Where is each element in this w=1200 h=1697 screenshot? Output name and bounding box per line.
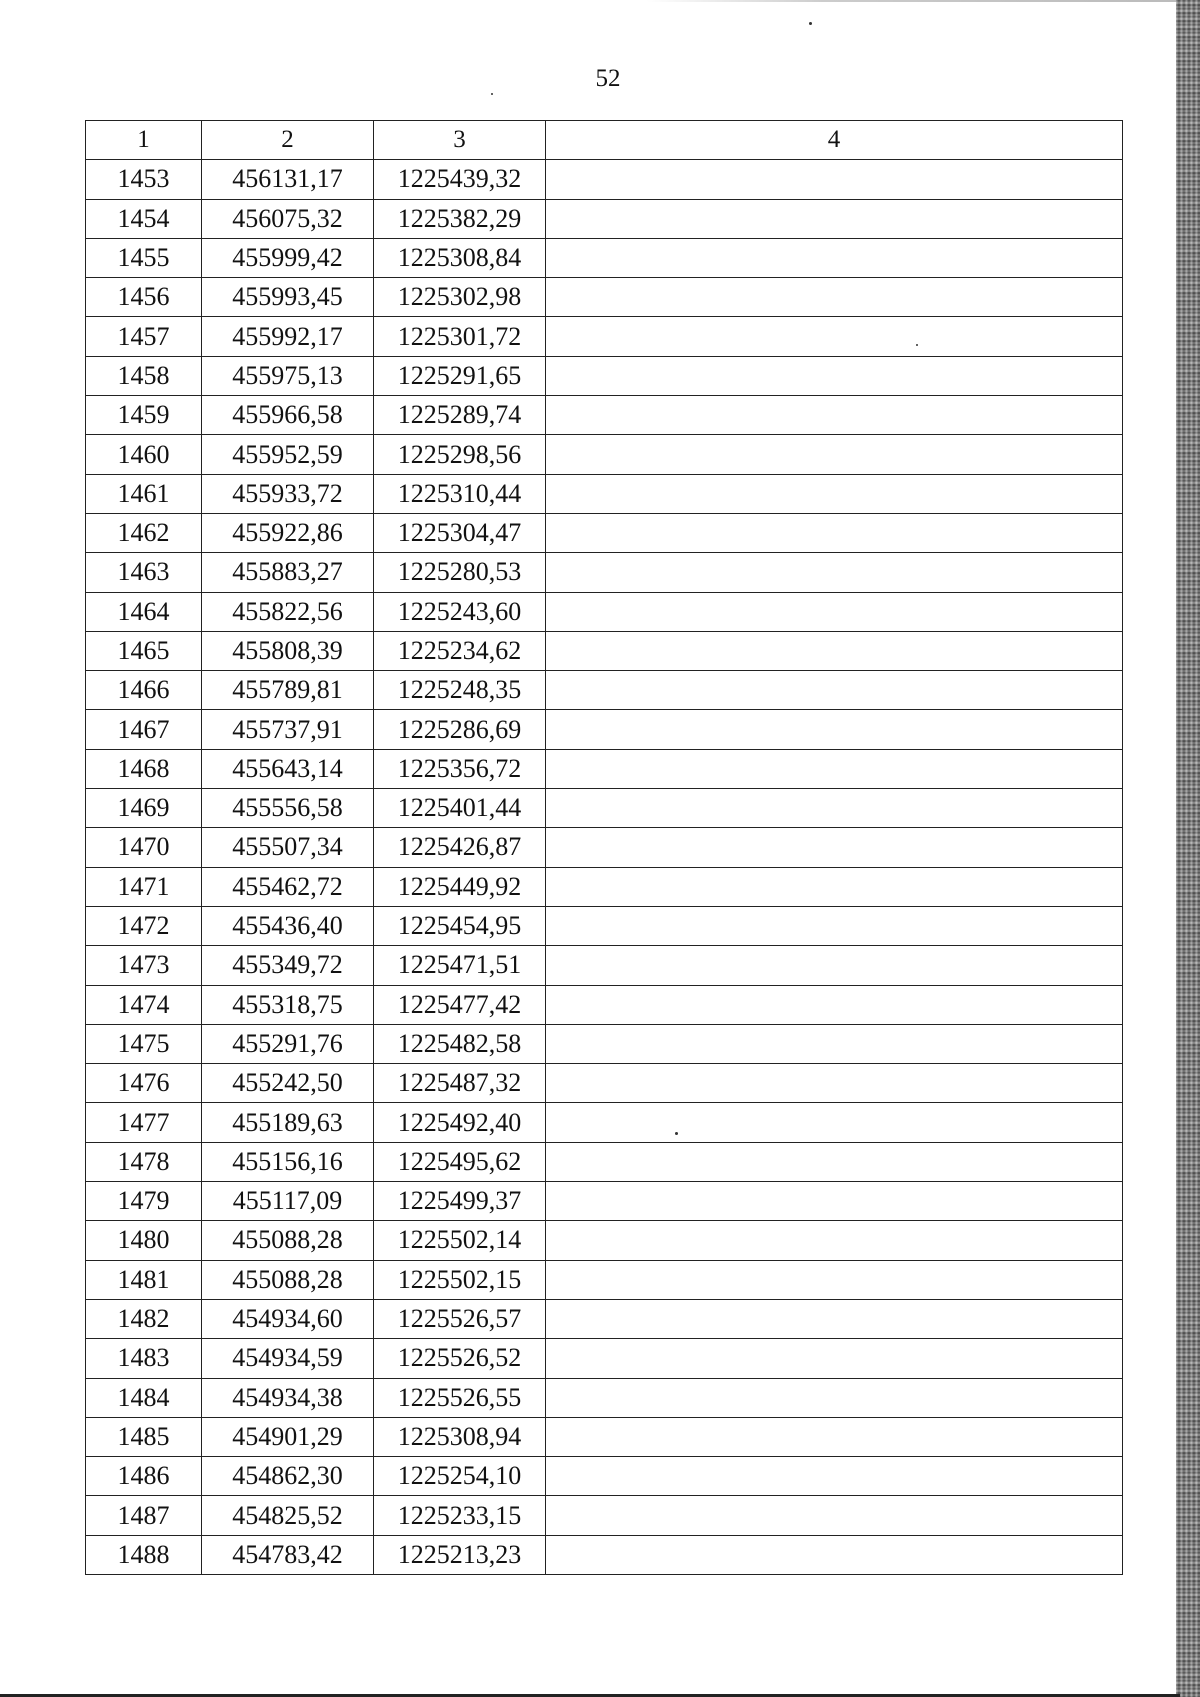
y-coordinate-cell: 1225280,53 — [374, 553, 546, 592]
y-coordinate-cell: 1225471,51 — [374, 946, 546, 985]
table-row — [86, 1496, 1123, 1535]
table-row — [86, 1142, 1123, 1181]
point-number-cell: 1479 — [86, 1182, 202, 1221]
table-row — [86, 1024, 1123, 1063]
y-coordinate-cell: 1225301,72 — [374, 317, 546, 356]
x-coordinate-cell: 455156,16 — [202, 1142, 374, 1181]
table-row — [86, 1417, 1123, 1456]
x-coordinate-cell: 455462,72 — [202, 867, 374, 906]
y-coordinate-cell: 1225526,57 — [374, 1299, 546, 1338]
x-coordinate-cell: 454862,30 — [202, 1457, 374, 1496]
description-cell — [546, 1064, 1123, 1103]
point-number-cell: 1477 — [86, 1103, 202, 1142]
point-number-cell: 1466 — [86, 671, 202, 710]
description-cell — [546, 1260, 1123, 1299]
description-cell — [546, 671, 1123, 710]
description-cell — [546, 1457, 1123, 1496]
table-row — [86, 1299, 1123, 1338]
y-coordinate-cell: 1225526,52 — [374, 1339, 546, 1378]
header-col-3: 3 — [374, 121, 546, 160]
y-coordinate-cell: 1225291,65 — [374, 356, 546, 395]
x-coordinate-cell: 455507,34 — [202, 828, 374, 867]
y-coordinate-cell: 1225289,74 — [374, 396, 546, 435]
table-row — [86, 1182, 1123, 1221]
y-coordinate-cell: 1225502,15 — [374, 1260, 546, 1299]
description-cell — [546, 553, 1123, 592]
point-number-cell: 1485 — [86, 1417, 202, 1456]
x-coordinate-cell: 455993,45 — [202, 278, 374, 317]
table-row — [86, 1535, 1123, 1574]
x-coordinate-cell: 455992,17 — [202, 317, 374, 356]
x-coordinate-cell: 455556,58 — [202, 789, 374, 828]
table-row — [86, 1221, 1123, 1260]
description-cell — [546, 710, 1123, 749]
table-row — [86, 199, 1123, 238]
point-number-cell: 1478 — [86, 1142, 202, 1181]
table-row — [86, 356, 1123, 395]
description-cell — [546, 749, 1123, 788]
table-row — [86, 906, 1123, 945]
description-cell — [546, 789, 1123, 828]
point-number-cell: 1476 — [86, 1064, 202, 1103]
x-coordinate-cell: 455436,40 — [202, 906, 374, 945]
table-row — [86, 160, 1123, 199]
x-coordinate-cell: 454934,59 — [202, 1339, 374, 1378]
y-coordinate-cell: 1225439,32 — [374, 160, 546, 199]
x-coordinate-cell: 454901,29 — [202, 1417, 374, 1456]
table-row — [86, 1457, 1123, 1496]
point-number-cell: 1469 — [86, 789, 202, 828]
header-col-2: 2 — [202, 121, 374, 160]
x-coordinate-cell: 455242,50 — [202, 1064, 374, 1103]
description-cell — [546, 1103, 1123, 1142]
description-cell — [546, 160, 1123, 199]
point-number-cell: 1454 — [86, 199, 202, 238]
scan-speckle — [809, 22, 812, 25]
x-coordinate-cell: 454825,52 — [202, 1496, 374, 1535]
description-cell — [546, 1535, 1123, 1574]
y-coordinate-cell: 1225454,95 — [374, 906, 546, 945]
page-number: 52 — [595, 65, 621, 92]
point-number-cell: 1483 — [86, 1339, 202, 1378]
header-col-1: 1 — [86, 121, 202, 160]
point-number-cell: 1468 — [86, 749, 202, 788]
scan-speckle — [916, 344, 918, 346]
point-number-cell: 1472 — [86, 906, 202, 945]
y-coordinate-cell: 1225495,62 — [374, 1142, 546, 1181]
table-header — [86, 121, 1123, 160]
point-number-cell: 1458 — [86, 356, 202, 395]
x-coordinate-cell: 455088,28 — [202, 1260, 374, 1299]
y-coordinate-cell: 1225426,87 — [374, 828, 546, 867]
x-coordinate-cell: 455822,56 — [202, 592, 374, 631]
x-coordinate-cell: 455999,42 — [202, 238, 374, 277]
table-row — [86, 985, 1123, 1024]
table-row — [86, 1103, 1123, 1142]
x-coordinate-cell: 455189,63 — [202, 1103, 374, 1142]
point-number-cell: 1455 — [86, 238, 202, 277]
x-coordinate-cell: 455643,14 — [202, 749, 374, 788]
scan-edge — [1176, 0, 1200, 1697]
x-coordinate-cell: 456131,17 — [202, 160, 374, 199]
y-coordinate-cell: 1225298,56 — [374, 435, 546, 474]
point-number-cell: 1475 — [86, 1024, 202, 1063]
description-cell — [546, 1182, 1123, 1221]
x-coordinate-cell: 455922,86 — [202, 513, 374, 552]
description-cell — [546, 631, 1123, 670]
table-row — [86, 317, 1123, 356]
y-coordinate-cell: 1225243,60 — [374, 592, 546, 631]
x-coordinate-cell: 454934,38 — [202, 1378, 374, 1417]
x-coordinate-cell: 455808,39 — [202, 631, 374, 670]
description-cell — [546, 1142, 1123, 1181]
table-row — [86, 513, 1123, 552]
table-body — [86, 160, 1123, 1575]
y-coordinate-cell: 1225356,72 — [374, 749, 546, 788]
table-row — [86, 1260, 1123, 1299]
point-number-cell: 1480 — [86, 1221, 202, 1260]
description-cell — [546, 1024, 1123, 1063]
point-number-cell: 1453 — [86, 160, 202, 199]
point-number-cell: 1488 — [86, 1535, 202, 1574]
x-coordinate-cell: 456075,32 — [202, 199, 374, 238]
description-cell — [546, 199, 1123, 238]
description-cell — [546, 1496, 1123, 1535]
point-number-cell: 1463 — [86, 553, 202, 592]
description-cell — [546, 985, 1123, 1024]
y-coordinate-cell: 1225304,47 — [374, 513, 546, 552]
coordinates-table — [85, 120, 1123, 1575]
table-row — [86, 553, 1123, 592]
y-coordinate-cell: 1225308,94 — [374, 1417, 546, 1456]
point-number-cell: 1484 — [86, 1378, 202, 1417]
scan-speckle — [491, 93, 493, 95]
description-cell — [546, 828, 1123, 867]
y-coordinate-cell: 1225499,37 — [374, 1182, 546, 1221]
description-cell — [546, 1299, 1123, 1338]
x-coordinate-cell: 455966,58 — [202, 396, 374, 435]
table-row — [86, 867, 1123, 906]
point-number-cell: 1467 — [86, 710, 202, 749]
point-number-cell: 1486 — [86, 1457, 202, 1496]
table-row — [86, 1339, 1123, 1378]
x-coordinate-cell: 455933,72 — [202, 474, 374, 513]
y-coordinate-cell: 1225213,23 — [374, 1535, 546, 1574]
point-number-cell: 1474 — [86, 985, 202, 1024]
y-coordinate-cell: 1225308,84 — [374, 238, 546, 277]
x-coordinate-cell: 455952,59 — [202, 435, 374, 474]
table-row — [86, 592, 1123, 631]
table-row — [86, 474, 1123, 513]
description-cell — [546, 906, 1123, 945]
y-coordinate-cell: 1225248,35 — [374, 671, 546, 710]
point-number-cell: 1457 — [86, 317, 202, 356]
header-col-4: 4 — [546, 121, 1123, 160]
point-number-cell: 1481 — [86, 1260, 202, 1299]
table-row — [86, 278, 1123, 317]
x-coordinate-cell: 455975,13 — [202, 356, 374, 395]
point-number-cell: 1460 — [86, 435, 202, 474]
y-coordinate-cell: 1225286,69 — [374, 710, 546, 749]
description-cell — [546, 592, 1123, 631]
y-coordinate-cell: 1225477,42 — [374, 985, 546, 1024]
table-row — [86, 1378, 1123, 1417]
point-number-cell: 1456 — [86, 278, 202, 317]
table-row — [86, 631, 1123, 670]
point-number-cell: 1470 — [86, 828, 202, 867]
x-coordinate-cell: 455883,27 — [202, 553, 374, 592]
description-cell — [546, 513, 1123, 552]
description-cell — [546, 474, 1123, 513]
table-row — [86, 749, 1123, 788]
table-row — [86, 789, 1123, 828]
x-coordinate-cell: 455088,28 — [202, 1221, 374, 1260]
scan-top-edge — [0, 0, 1176, 2]
table-row — [86, 238, 1123, 277]
point-number-cell: 1465 — [86, 631, 202, 670]
y-coordinate-cell: 1225492,40 — [374, 1103, 546, 1142]
y-coordinate-cell: 1225401,44 — [374, 789, 546, 828]
scan-speckle — [675, 1132, 678, 1135]
x-coordinate-cell: 455291,76 — [202, 1024, 374, 1063]
y-coordinate-cell: 1225233,15 — [374, 1496, 546, 1535]
description-cell — [546, 1339, 1123, 1378]
point-number-cell: 1471 — [86, 867, 202, 906]
table-row — [86, 828, 1123, 867]
description-cell — [546, 278, 1123, 317]
y-coordinate-cell: 1225382,29 — [374, 199, 546, 238]
y-coordinate-cell: 1225234,62 — [374, 631, 546, 670]
x-coordinate-cell: 455318,75 — [202, 985, 374, 1024]
x-coordinate-cell: 455349,72 — [202, 946, 374, 985]
description-cell — [546, 867, 1123, 906]
description-cell — [546, 317, 1123, 356]
table-row — [86, 710, 1123, 749]
y-coordinate-cell: 1225526,55 — [374, 1378, 546, 1417]
description-cell — [546, 356, 1123, 395]
header-row — [86, 121, 1123, 160]
y-coordinate-cell: 1225502,14 — [374, 1221, 546, 1260]
y-coordinate-cell: 1225310,44 — [374, 474, 546, 513]
x-coordinate-cell: 455789,81 — [202, 671, 374, 710]
description-cell — [546, 1221, 1123, 1260]
point-number-cell: 1482 — [86, 1299, 202, 1338]
description-cell — [546, 396, 1123, 435]
point-number-cell: 1487 — [86, 1496, 202, 1535]
x-coordinate-cell: 454783,42 — [202, 1535, 374, 1574]
y-coordinate-cell: 1225487,32 — [374, 1064, 546, 1103]
description-cell — [546, 1378, 1123, 1417]
table-row — [86, 435, 1123, 474]
description-cell — [546, 435, 1123, 474]
table-row — [86, 396, 1123, 435]
table-row — [86, 946, 1123, 985]
x-coordinate-cell: 455117,09 — [202, 1182, 374, 1221]
y-coordinate-cell: 1225254,10 — [374, 1457, 546, 1496]
point-number-cell: 1473 — [86, 946, 202, 985]
point-number-cell: 1462 — [86, 513, 202, 552]
y-coordinate-cell: 1225302,98 — [374, 278, 546, 317]
point-number-cell: 1459 — [86, 396, 202, 435]
table-row — [86, 671, 1123, 710]
point-number-cell: 1461 — [86, 474, 202, 513]
y-coordinate-cell: 1225482,58 — [374, 1024, 546, 1063]
point-number-cell: 1464 — [86, 592, 202, 631]
x-coordinate-cell: 455737,91 — [202, 710, 374, 749]
description-cell — [546, 1417, 1123, 1456]
description-cell — [546, 238, 1123, 277]
y-coordinate-cell: 1225449,92 — [374, 867, 546, 906]
description-cell — [546, 946, 1123, 985]
table-row — [86, 1064, 1123, 1103]
x-coordinate-cell: 454934,60 — [202, 1299, 374, 1338]
